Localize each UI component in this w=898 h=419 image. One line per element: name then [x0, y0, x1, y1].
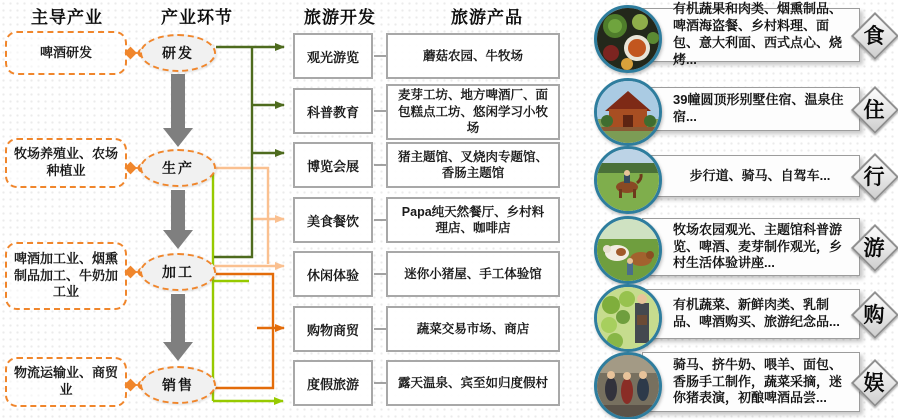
- category-desc-food: 有机蔬果和肉类、烟熏制品、啤酒海盗餐、乡村料理、面包、意大利面、西式点心、烧烤...: [642, 8, 860, 62]
- food-photo: [594, 5, 662, 73]
- header-industry-stages: 产业环节: [161, 8, 233, 27]
- category-badge-food: 食: [852, 13, 896, 57]
- category-badge-entertainment: 娱: [852, 360, 896, 404]
- header-leading-industries: 主导产业: [31, 8, 103, 27]
- industry-box-logistics: 物流运输业、商贸业: [5, 357, 127, 407]
- connector-endpoints: [124, 47, 146, 392]
- dev-box-sightseeing: 观光游览: [293, 33, 373, 79]
- lime-wires: [213, 171, 283, 401]
- category-desc-entertainment: 骑马、挤牛奶、喂羊、面包、香肠手工制作，蔬菜采摘，迷你猪表演，初酿啤酒品尝...: [642, 352, 860, 412]
- dev-box-dining: 美食餐饮: [293, 197, 373, 243]
- category-desc-lodging: 39幢圆顶形别墅住宿、温泉住宿...: [642, 87, 860, 131]
- dev-box-resort: 度假旅游: [293, 360, 373, 406]
- performance-photo: [594, 352, 662, 419]
- green-wires: [214, 47, 284, 257]
- industry-stage-connectors: [126, 53, 142, 385]
- product-box-malt-workshop: 麦芽工坊、地方啤酒厂、面包糕点工坊、悠闲学习小牧场: [386, 84, 560, 140]
- cattle-photo: [594, 216, 662, 284]
- product-box-restaurants: Papa纯天然餐厅、乡村料理店、咖啡店: [386, 197, 560, 243]
- stage-ellipse-processing: 加工: [140, 253, 216, 291]
- product-box-mushroom-farm: 蘑菇农园、牛牧场: [386, 33, 560, 79]
- peach-wires: [214, 168, 284, 266]
- stage-flow-arrows: [163, 74, 193, 361]
- market-photo: [594, 284, 662, 352]
- stage-ellipse-production: 生产: [140, 149, 216, 187]
- industry-box-beer-rd: 啤酒研发: [5, 31, 127, 75]
- category-badge-touring: 游: [852, 225, 896, 269]
- dev-box-shopping: 购物商贸: [293, 306, 373, 352]
- villa-photo: [594, 78, 662, 146]
- product-box-experience: 迷你小猪屋、手工体验馆: [386, 251, 560, 297]
- horse-riding-photo: [594, 146, 662, 214]
- dev-box-education: 科普教育: [293, 88, 373, 134]
- product-box-market: 蔬菜交易市场、商店: [386, 306, 560, 352]
- category-desc-transport: 步行道、骑马、自驾车...: [642, 155, 860, 197]
- dev-product-links: [374, 56, 386, 383]
- orange-wires: [215, 274, 284, 388]
- stage-ellipse-rd: 研发: [140, 34, 216, 72]
- dev-box-leisure: 休闲体验: [293, 251, 373, 297]
- dev-box-expo: 博览会展: [293, 142, 373, 188]
- category-desc-shopping: 有机蔬菜、新鲜肉类、乳制品、啤酒购买、旅游纪念品...: [642, 289, 860, 339]
- category-badge-shopping: 购: [852, 292, 896, 336]
- category-desc-touring: 牧场农园观光、主题馆科普游览、啤酒、麦芽制作观光，乡村生活体验讲座...: [642, 218, 860, 276]
- header-tourism-products: 旅游产品: [451, 8, 523, 27]
- product-box-theme-halls: 猪主题馆、叉烧肉专题馆、香肠主题馆: [386, 142, 560, 188]
- industry-box-processing: 啤酒加工业、烟熏制品加工、牛奶加工业: [5, 242, 127, 310]
- category-badge-transport: 行: [852, 154, 896, 198]
- header-tourism-development: 旅游开发: [304, 8, 376, 27]
- product-box-hot-spring: 露天温泉、宾至如归度假村: [386, 360, 560, 406]
- stage-ellipse-sales: 销售: [140, 366, 216, 404]
- category-badge-lodging: 住: [852, 87, 896, 131]
- industry-box-ranch-farming: 牧场养殖业、农场种植业: [5, 138, 127, 188]
